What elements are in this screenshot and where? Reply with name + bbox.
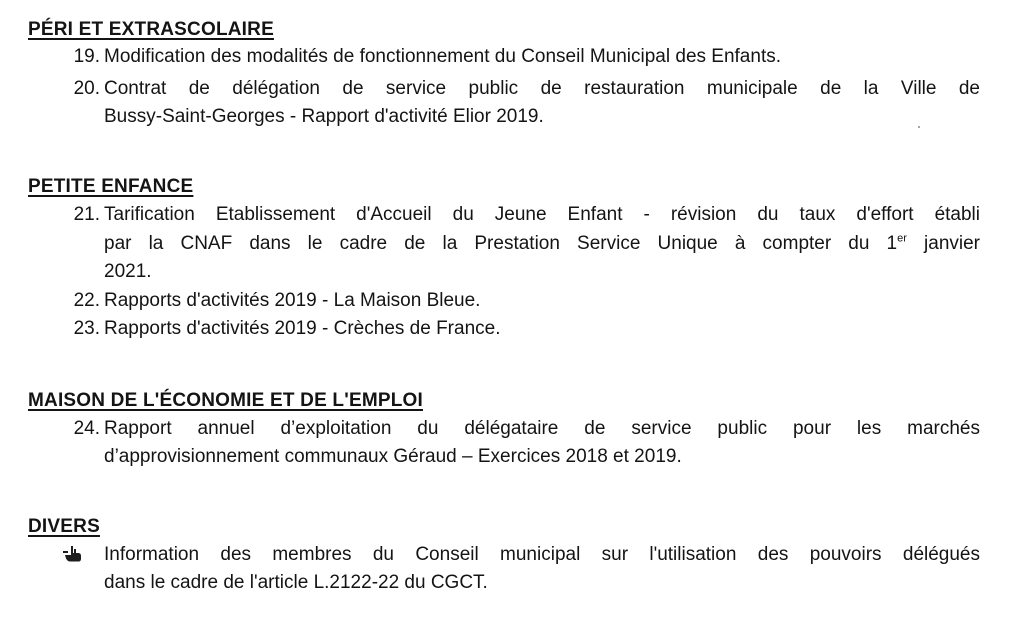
item-text-line-2: Bussy-Saint-Georges - Rapport d'activité Elior 2019. <box>104 106 544 127</box>
item-text-line-3: 2021. <box>104 261 152 282</box>
item-text-line-1: Contrat de délégation de service public de restauration municipale de la Ville de <box>104 78 980 99</box>
item-number: 19. <box>73 46 100 67</box>
item-text-line-2 <box>104 231 980 257</box>
section-heading-peri-extrascolaire: PÉRI ET EXTRASCOLAIRE <box>28 19 274 40</box>
item-number: 24. <box>73 418 100 439</box>
item-number: 21. <box>73 204 100 225</box>
hand-pointer-bullet-icon <box>62 542 84 564</box>
item-text: Rapports d'activités 2019 - La Maison Bleue. <box>104 290 481 311</box>
item-text-line-2: d’approvisionnement communaux Géraud – Exercices 2018 et 2019. <box>104 446 682 467</box>
item-text-line-1: Information des membres du Conseil municipal sur l'utilisation des pouvoirs délégués <box>104 544 980 565</box>
item-text-line-2-main: par la CNAF dans le cadre de la Prestation Service Unique à compter du 1 <box>104 233 898 254</box>
item-text-line-1: Rapport annuel d’exploitation du délégataire de service public pour les marchés <box>104 418 980 439</box>
section-heading-maison-economie-emploi: MAISON DE L'ÉCONOMIE ET DE L'EMPLOI <box>28 390 423 411</box>
item-text-line-1: Tarification Etablissement d'Accueil du Jeune Enfant - révision du taux d'effort établi <box>104 204 980 225</box>
section-heading-petite-enfance: PETITE ENFANCE <box>28 176 194 197</box>
item-number: 20. <box>73 78 100 99</box>
item-text: Rapports d'activités 2019 - Crèches de France. <box>104 318 501 339</box>
item-text-line-2: dans le cadre de l'article L.2122-22 du CGCT. <box>104 572 488 593</box>
item-number: 23. <box>73 318 100 339</box>
scan-speck <box>918 126 920 128</box>
item-text-line-2-end: janvier <box>906 233 980 254</box>
ordinal-superscript: er <box>897 232 907 245</box>
item-number: 22. <box>73 290 100 311</box>
item-text: Modification des modalités de fonctionnement du Conseil Municipal des Enfants. <box>104 46 781 67</box>
section-heading-divers: DIVERS <box>28 516 100 537</box>
